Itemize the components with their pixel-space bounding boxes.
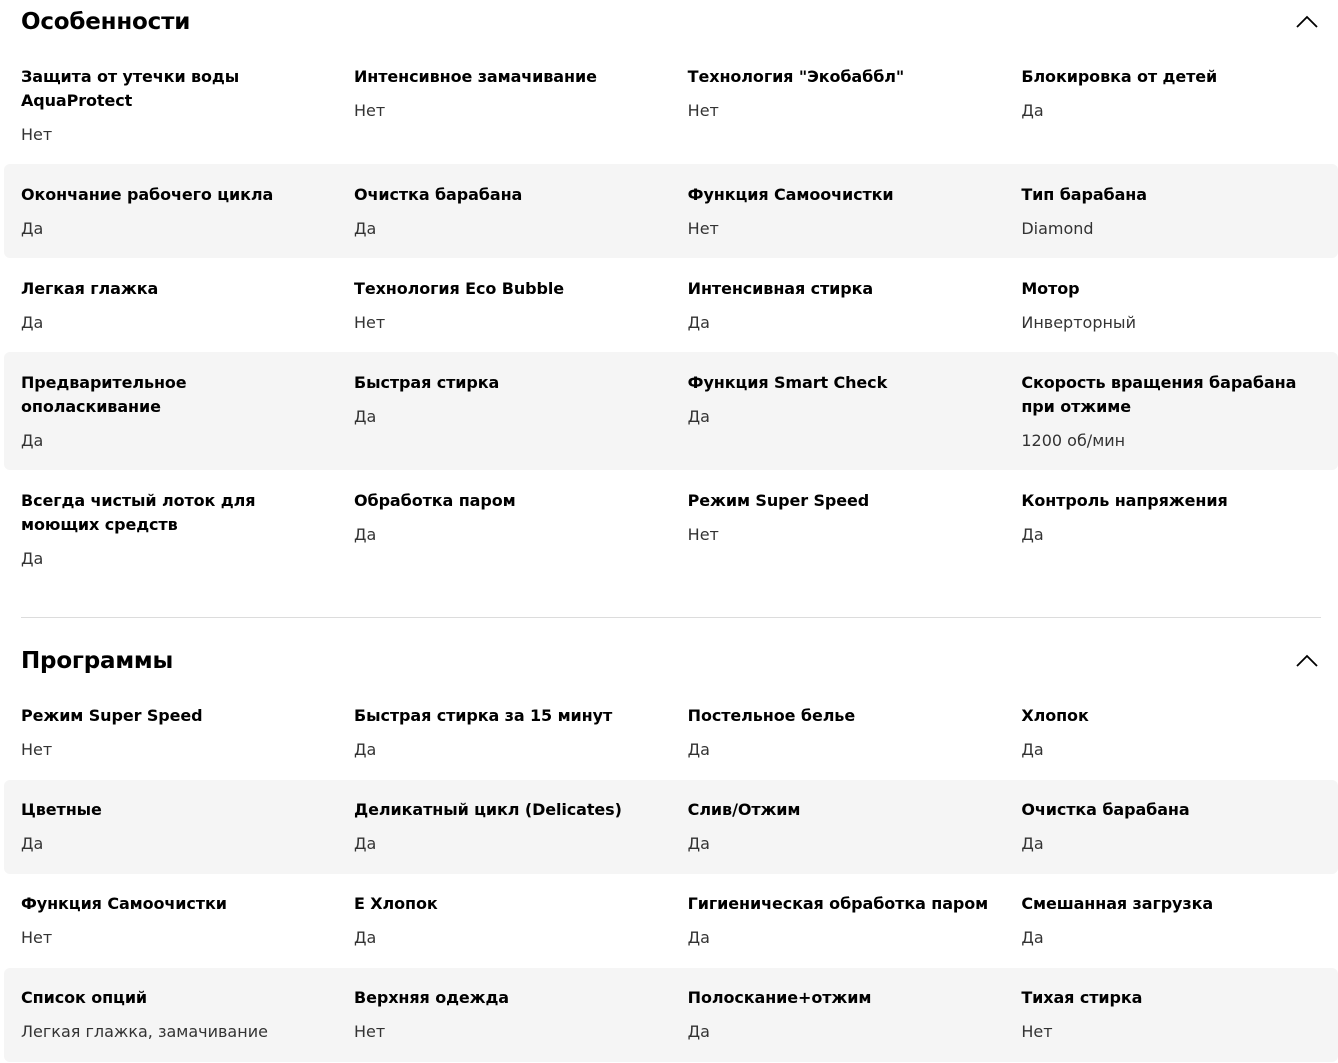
spec-label: Очистка барабана [1021,800,1190,819]
spec-item [671,892,1005,968]
spec-value: Да [354,928,377,947]
spec-row [4,470,1338,588]
spec-item [337,704,671,780]
spec-label: Обработка паром [354,491,516,510]
spec-value: Нет [687,219,719,238]
spec-label: Быстрая стирка за 15 минут [354,706,613,725]
spec-item [1004,371,1338,470]
spec-value: Нет [21,740,53,759]
spec-value: Да [354,834,377,853]
spec-value: Да [687,313,710,332]
spec-item [4,371,337,470]
spec-label: Список опций [21,988,148,1007]
spec-item [671,277,1005,352]
chevron-up-icon[interactable] [1293,8,1321,36]
spec-item [4,489,337,588]
spec-value: Да [21,431,44,450]
spec-item [1004,277,1338,352]
spec-value: Нет [21,928,53,947]
spec-item [671,183,1005,258]
spec-row [4,874,1338,968]
spec-label: Блокировка от детей [1021,67,1218,86]
spec-label: Предварительное ополаскивание [21,373,187,416]
spec-value: Да [21,219,44,238]
spec-label: Скорость вращения барабана при отжиме [1021,373,1297,416]
spec-row [4,164,1338,258]
spec-label: Функция Smart Check [687,373,888,392]
spec-item [671,986,1005,1062]
spec-value: Инверторный [1021,313,1136,332]
spec-label: Интенсивная стирка [687,279,874,298]
spec-item [337,277,671,352]
spec-item [337,798,671,874]
spec-item [4,986,337,1062]
section-divider [21,617,1321,618]
spec-item [671,371,1005,470]
spec-label: E Хлопок [354,894,438,913]
spec-label: Верхняя одежда [354,988,509,1007]
spec-item [337,371,671,470]
spec-item [1004,489,1338,588]
spec-label: Гигиеническая обработка паром [687,894,989,913]
spec-label: Очистка барабана [354,185,523,204]
spec-value: Нет [354,313,386,332]
spec-row [4,968,1338,1062]
spec-value: Да [687,407,710,426]
spec-label: Защита от утечки воды AquaProtect [21,67,240,110]
spec-label: Легкая глажка [21,279,159,298]
spec-row [4,64,1338,164]
features-header[interactable] [21,0,1321,44]
programs-title: Программы [21,648,174,674]
spec-item [4,183,337,258]
spec-item [337,986,671,1062]
spec-item [4,704,337,780]
spec-label: Мотор [1021,279,1080,298]
spec-row [4,704,1338,780]
spec-label: Всегда чистый лоток для моющих средств [21,491,256,534]
spec-label: Полоскание+отжим [687,988,872,1007]
spec-label: Смешанная загрузка [1021,894,1214,913]
spec-label: Функция Самоочистки [21,894,227,913]
spec-item [4,798,337,874]
spec-label: Быстрая стирка [354,373,500,392]
spec-item [671,65,1005,164]
spec-row [4,780,1338,874]
chevron-up-icon[interactable] [1293,647,1321,675]
spec-item [1004,798,1338,874]
spec-label: Функция Самоочистки [687,185,894,204]
spec-label: Режим Super Speed [687,491,870,510]
spec-value: Да [21,549,44,568]
spec-item [337,489,671,588]
spec-value: Diamond [1021,219,1094,238]
spec-value: Да [1021,740,1044,759]
programs-spec-list [4,704,1338,1062]
spec-value: Нет [354,1022,386,1041]
spec-value: Да [354,219,377,238]
spec-row [4,258,1338,352]
spec-value: Да [1021,525,1044,544]
spec-item [1004,65,1338,164]
spec-label: Деликатный цикл (Delicates) [354,800,622,819]
spec-item [1004,704,1338,780]
spec-label: Цветные [21,800,102,819]
spec-label: Постельное белье [687,706,856,725]
spec-value: Легкая глажка, замачивание [21,1022,268,1041]
spec-value: Да [687,928,710,947]
spec-value: 1200 об/мин [1021,431,1126,450]
spec-item [1004,892,1338,968]
spec-value: Нет [354,101,386,120]
spec-item [4,65,337,164]
spec-label: Хлопок [1021,706,1089,725]
spec-label: Контроль напряжения [1021,491,1228,510]
spec-value: Да [354,407,377,426]
spec-row [4,352,1338,470]
spec-value: Да [1021,101,1044,120]
spec-value: Да [687,740,710,759]
spec-label: Слив/Отжим [687,800,801,819]
spec-label: Режим Super Speed [21,706,203,725]
spec-label: Технология "Экобаббл" [687,67,905,86]
spec-value: Нет [21,125,53,144]
spec-value: Да [1021,834,1044,853]
spec-value: Да [687,834,710,853]
spec-value: Да [354,740,377,759]
spec-label: Тип барабана [1021,185,1147,204]
features-title: Особенности [21,9,191,35]
spec-value: Нет [687,101,719,120]
spec-value: Да [1021,928,1044,947]
spec-value: Да [687,1022,710,1041]
spec-value: Нет [1021,1022,1053,1041]
spec-item [337,65,671,164]
spec-label: Интенсивное замачивание [354,67,597,86]
spec-value: Да [21,313,44,332]
spec-value: Да [354,525,377,544]
spec-label: Технология Eco Bubble [354,279,564,298]
spec-item [337,892,671,968]
spec-item [671,489,1005,588]
programs-header[interactable] [21,639,1321,683]
spec-label: Окончание рабочего цикла [21,185,274,204]
spec-value: Да [21,834,44,853]
spec-item [4,277,337,352]
spec-item [4,892,337,968]
spec-item [1004,183,1338,258]
spec-item [671,798,1005,874]
spec-value: Нет [687,525,719,544]
spec-item [1004,986,1338,1062]
features-spec-list [4,64,1338,588]
spec-item [671,704,1005,780]
spec-item [337,183,671,258]
spec-label: Тихая стирка [1021,988,1143,1007]
